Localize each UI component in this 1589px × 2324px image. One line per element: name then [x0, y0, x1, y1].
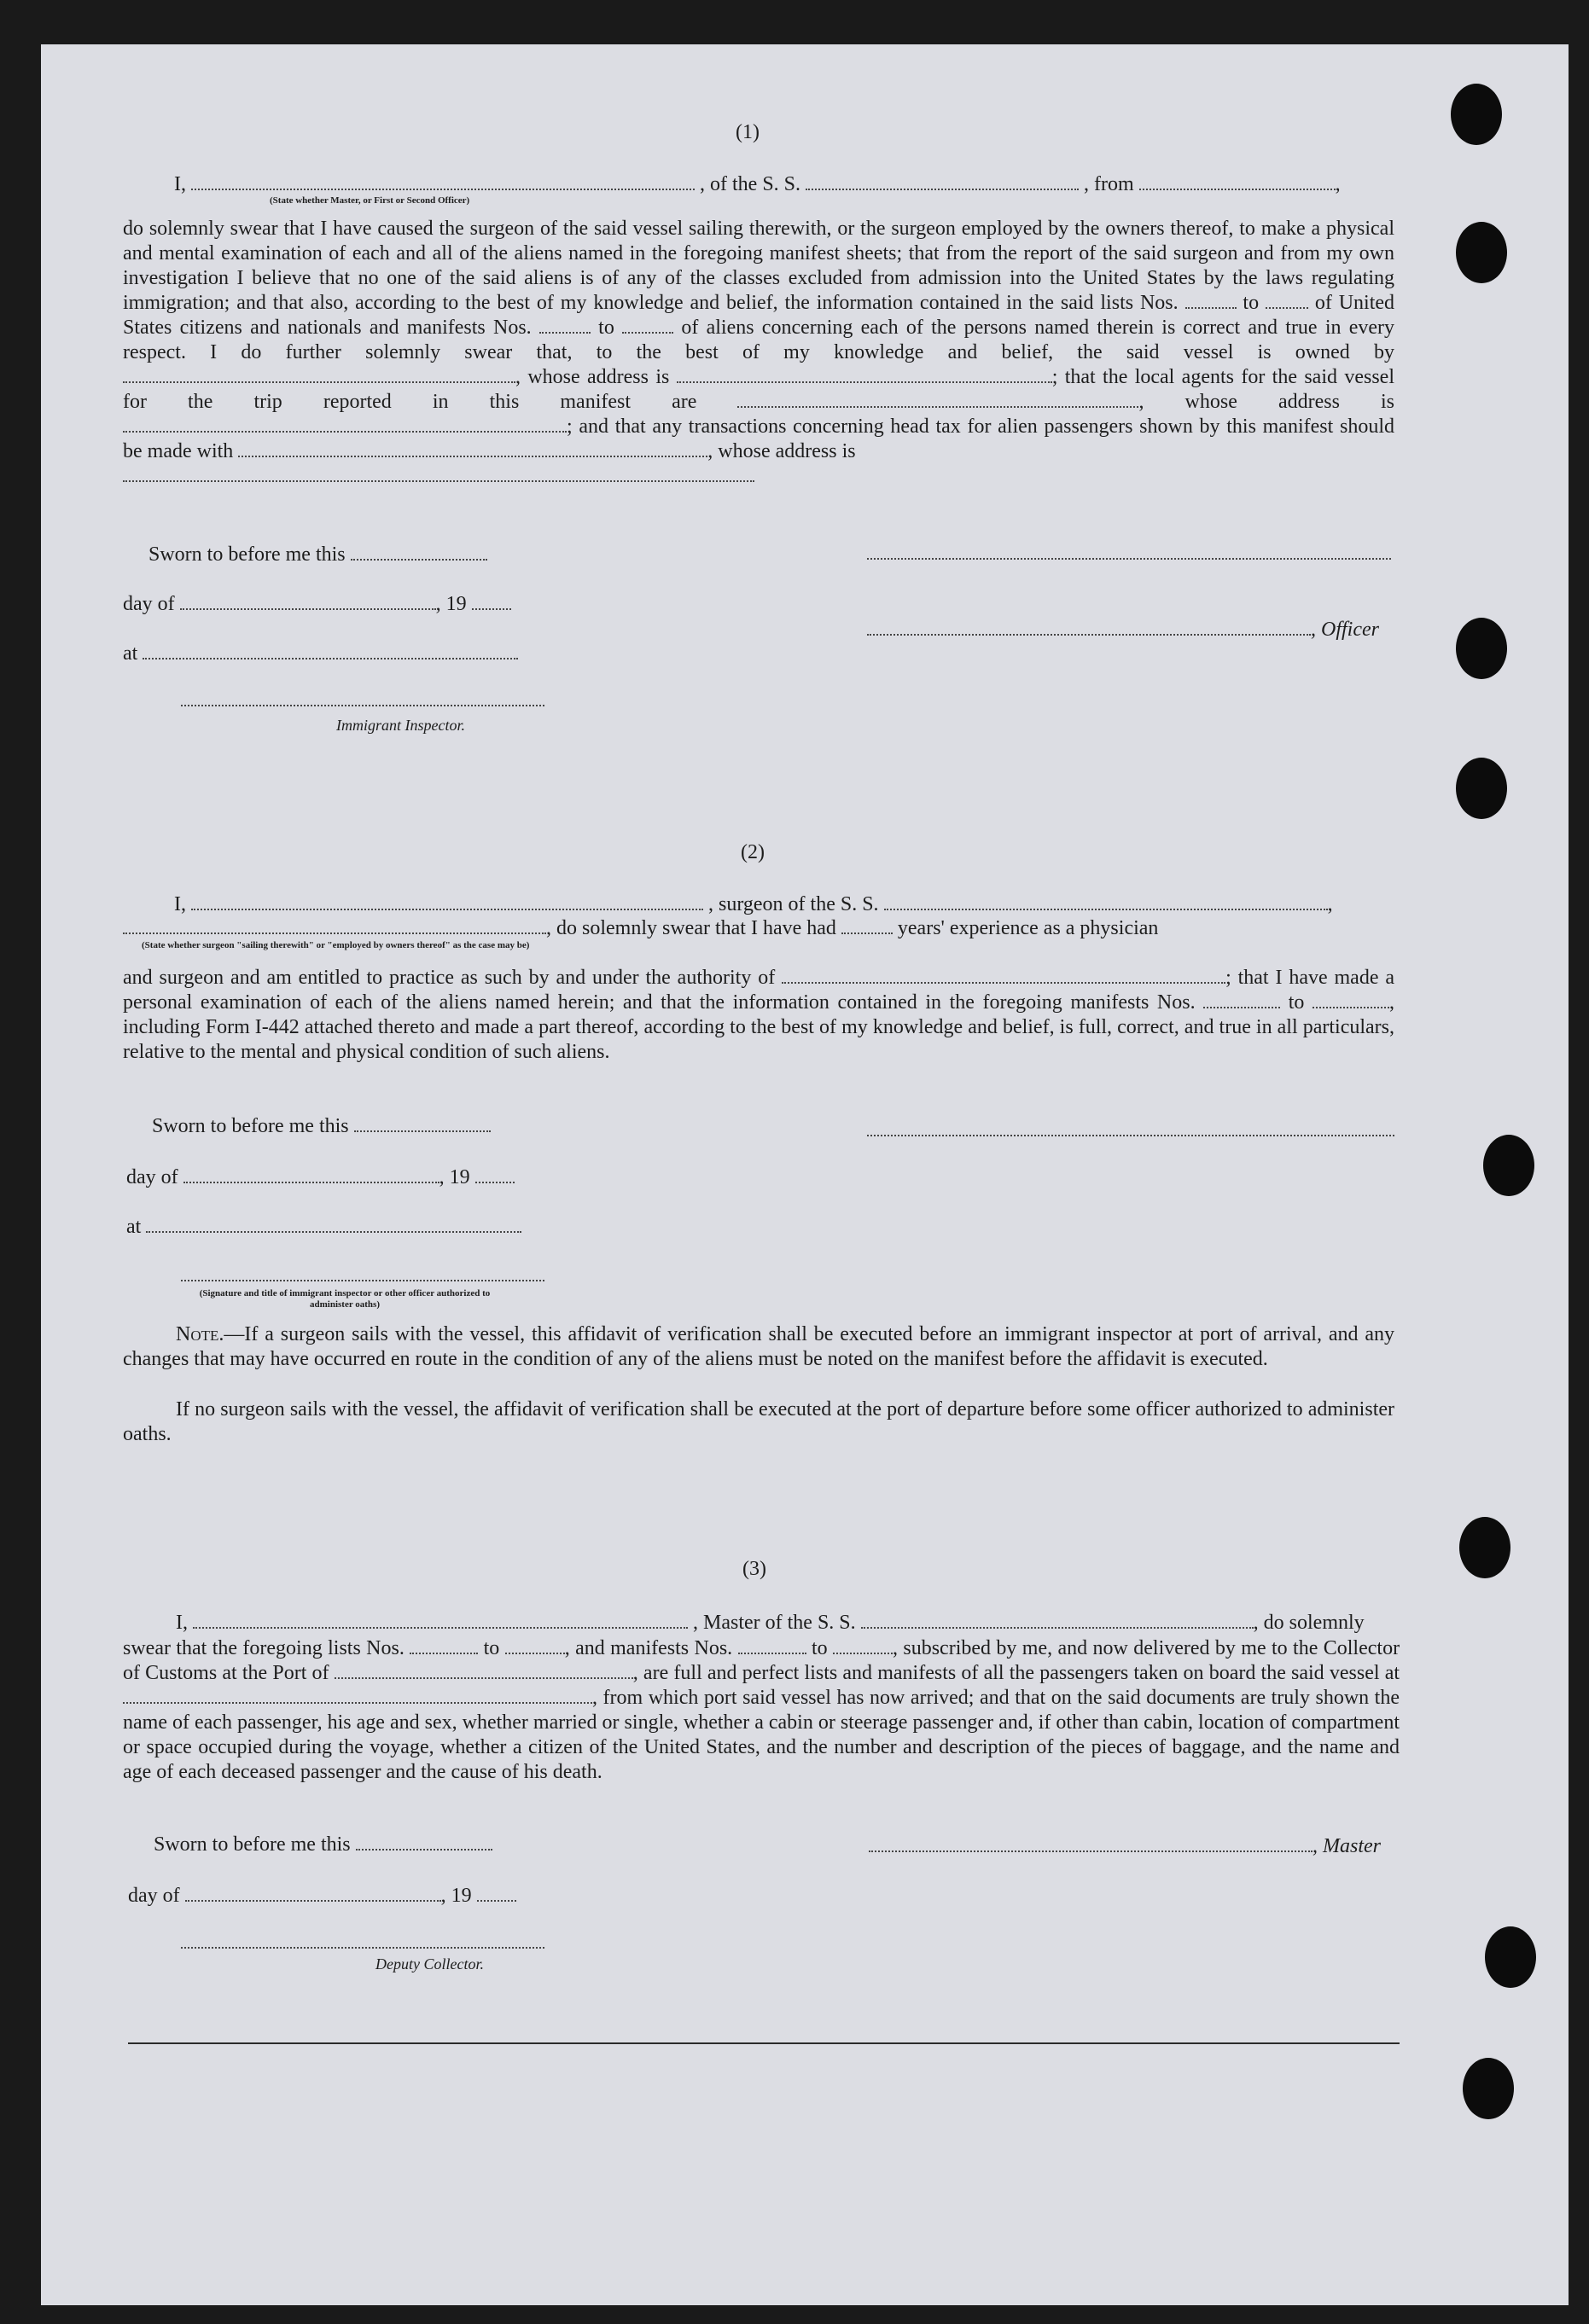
- section-2-number: (2): [741, 841, 765, 863]
- section-1-header-line: I, , of the S. S. , from ,: [174, 173, 1341, 195]
- punch-hole: [1456, 758, 1507, 819]
- punch-hole: [1463, 2058, 1514, 2119]
- section-3-collector-label: Deputy Collector.: [375, 1955, 484, 1972]
- section-2-sig-caption: (Signature and title of immigrant inspector or other officer authorized to administer oaths): [199, 1288, 491, 1310]
- section-3-day-of: day of , 19: [128, 1884, 516, 1909]
- section-1-sworn: Sworn to before me this: [148, 543, 487, 567]
- punch-hole: [1456, 222, 1507, 283]
- section-1-i: I,: [174, 173, 186, 195]
- section-2-body: and surgeon and am entitled to practice as such by and under the authority of ; that I have made a personal examination of each of the aliens named herein; and that the information contained in the foregoing manifests Nos. to , including Form I-442 attached thereto and made a part thereof, according to the best of my knowledge and belief, is full, correct, and true in all particulars, relative to the mental and physical condition of such aliens.: [123, 967, 1395, 1063]
- punch-hole: [1456, 618, 1507, 679]
- punch-hole: [1459, 1517, 1510, 1578]
- punch-hole: [1451, 84, 1502, 145]
- section-2-sworn: Sworn to before me this: [152, 1114, 491, 1139]
- section-3-sworn: Sworn to before me this: [154, 1833, 492, 1857]
- section-2-day-of: day of , 19: [126, 1165, 515, 1190]
- section-3-master: , Master: [869, 1834, 1381, 1859]
- section-2-officer-line: [867, 1135, 1394, 1136]
- section-2-at: at: [126, 1215, 521, 1240]
- section-1-officer: , Officer: [867, 618, 1379, 642]
- section-3-body: swear that the foregoing lists Nos. to , and manifests Nos. to , subscribed by me, and now delivered by me to the Collector of Customs at the Port of , are full and perfect lists and manifests of all the passengers taken on board the said vessel at , from which port said vessel has now arrived; and that on the said documents are truly shown the name of each passenger, his age and sex, whether married or single, whether a cabin or steerage passenger and, if other than cabin, location of compartment or space occupied during the voyage, whether a citizen of the United States, and the number and description of the pieces of baggage, and the name and age of each deceased passenger and the cause of his death.: [123, 1637, 1400, 1783]
- section-1-ss-label: , of the S. S.: [700, 173, 801, 195]
- section-1-signature-line: [867, 558, 1391, 560]
- section-1-from-label: , from: [1084, 173, 1134, 195]
- section-1-number: (1): [736, 121, 760, 143]
- punch-hole: [1483, 1135, 1534, 1196]
- section-1-at: at: [123, 642, 518, 666]
- section-3-collector-line: [181, 1947, 544, 1949]
- section-1-caption: (State whether Master, or First or Second Officer): [270, 195, 470, 206]
- section-1-inspector-label: Immigrant Inspector.: [336, 717, 465, 734]
- section-2-note: Note.—If a surgeon sails with the vessel, this affidavit of verification shall be executed before an immigrant inspector at port of arrival, and any changes that may have occurred en route in the condition of any of the aliens must be noted on the manifest before the affidavit is executed.: [123, 1323, 1394, 1370]
- section-2-signature-line: [181, 1280, 544, 1281]
- section-2-header-line: I, , surgeon of the S. S. ,: [174, 893, 1333, 915]
- section-3-number: (3): [742, 1558, 766, 1580]
- section-3-header-line: I, , Master of the S. S. , do solemnly: [176, 1612, 1365, 1634]
- footer-rule: [128, 2042, 1400, 2044]
- section-2-caption: (State whether surgeon "sailing therewith" or "employed by owners thereof" as the case may be): [142, 940, 530, 950]
- section-2-line2: , do solemnly swear that I have had years' experience as a physician: [123, 916, 1403, 941]
- punch-hole: [1485, 1926, 1536, 1988]
- section-1-day-of: day of , 19: [123, 592, 511, 617]
- section-1-inspector-line: [181, 705, 544, 706]
- section-1-body: do solemnly swear that I have caused the surgeon of the said vessel sailing therewith, or the surgeon employed by the owners thereof, to make a physical and mental examination of each and all of the aliens named in the foregoing manifest sheets; that from the report of the said surgeon and from my own investigation I believe that no one of the said aliens is of any of the classes excluded from admission into the United States by the laws regulating immigration; and that also, according to the best of my knowledge and belief, the information contained in the said lists Nos. to of United States citizens and nationals and manifests Nos. to of aliens concerning each of the persons named therein is correct and true in every respect. I do further solemnly swear that, to the best of my knowledge and belief, the said vessel is owned by , whose address is ; that the local agents for the said vessel for the trip reported in this manifest are , whose address is ; and that any transactions concerning head tax for alien passengers shown by this manifest should be made with , whose address is: [123, 217, 1394, 489]
- section-2-note2: If no surgeon sails with the vessel, the affidavit of verification shall be executed at the port of departure before some officer authorized to administer oaths.: [123, 1398, 1394, 1445]
